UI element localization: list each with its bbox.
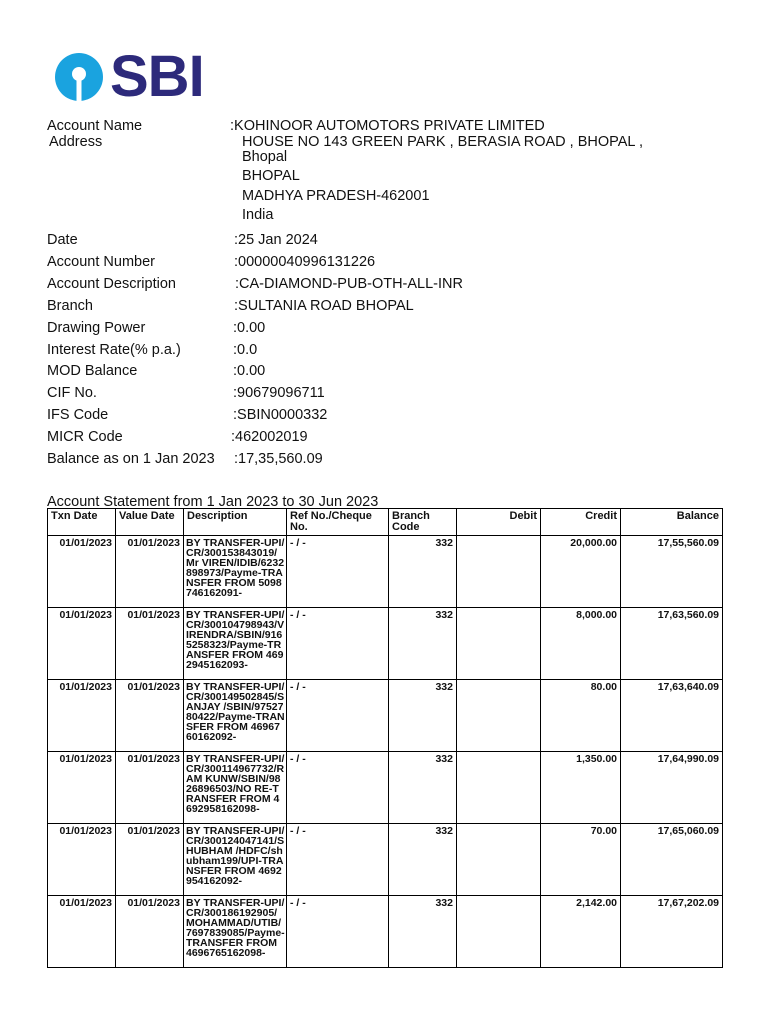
header-txn-date: Txn Date <box>48 509 116 536</box>
field-label: Account Number <box>47 254 155 270</box>
description-cell: BY TRANSFER-UPI/CR/300124047141/SHUBHAM /HDFC/shubham199/UPI-TRANSFER FROM 4692954162092- <box>184 824 287 896</box>
debit-cell <box>457 608 541 680</box>
ref-cell: - / - <box>287 608 389 680</box>
debit-cell <box>457 896 541 968</box>
field-label: CIF No. <box>47 385 97 401</box>
field-value: :0.00 <box>233 320 266 336</box>
field-label: IFS Code <box>47 407 109 423</box>
table-row <box>48 608 723 680</box>
header-description: Description <box>184 509 287 536</box>
field-label: MICR Code <box>47 429 123 445</box>
txn-date-cell: 01/01/2023 <box>48 680 116 752</box>
balance-cell: 17,63,640.09 <box>621 680 723 752</box>
table-row <box>48 680 723 752</box>
value-date-cell: 01/01/2023 <box>116 752 184 824</box>
description-cell: BY TRANSFER-UPI/CR/300153843019/Mr VIREN/IDIB/6232898973/Payme-TRANSFER FROM 5098746162091- <box>184 536 287 608</box>
credit-cell: 80.00 <box>541 680 621 752</box>
address-line-4: MADHYA PRADESH-462001 <box>242 188 430 204</box>
address-line-1: HOUSE NO 143 GREEN PARK , BERASIA ROAD , BHOPAL , <box>242 134 644 150</box>
table-row <box>48 536 723 608</box>
header-debit: Debit <box>457 509 541 536</box>
credit-cell: 8,000.00 <box>541 608 621 680</box>
txn-date-cell: 01/01/2023 <box>48 752 116 824</box>
table-row <box>48 896 723 968</box>
ref-cell: - / - <box>287 536 389 608</box>
balance-cell: 17,65,060.09 <box>621 824 723 896</box>
field-value: :0.00 <box>233 363 266 379</box>
balance-cell: 17,55,560.09 <box>621 536 723 608</box>
header-value-date: Value Date <box>116 509 184 536</box>
credit-cell: 1,350.00 <box>541 752 621 824</box>
statement-title: Account Statement from 1 Jan 2023 to 30 Jun 2023 <box>47 494 379 510</box>
txn-date-cell: 01/01/2023 <box>48 536 116 608</box>
bank-name: SBI <box>110 44 204 109</box>
field-value: :SBIN0000332 <box>233 407 328 423</box>
debit-cell <box>457 536 541 608</box>
field-label: MOD Balance <box>47 363 138 379</box>
branch-cell: 332 <box>389 896 457 968</box>
branch-cell: 332 <box>389 680 457 752</box>
header-balance: Balance <box>621 509 723 536</box>
description-cell: BY TRANSFER-UPI/CR/300149502845/SANJAY /SBIN/9752780422/Payme-TRANSFER FROM 4696760162092- <box>184 680 287 752</box>
header-ref-no: Ref No./Cheque No. <box>287 509 389 536</box>
field-label: Date <box>47 232 78 248</box>
value-date-cell: 01/01/2023 <box>116 608 184 680</box>
field-value: :0.0 <box>233 342 258 358</box>
header-branch-code: Branch Code <box>389 509 457 536</box>
field-label: Branch <box>47 298 93 314</box>
ref-cell: - / - <box>287 680 389 752</box>
field-label: Drawing Power <box>47 320 146 336</box>
credit-cell: 20,000.00 <box>541 536 621 608</box>
value-date-cell: 01/01/2023 <box>116 824 184 896</box>
value-date-cell: 01/01/2023 <box>116 896 184 968</box>
value-date-cell: 01/01/2023 <box>116 536 184 608</box>
field-value: :462002019 <box>231 429 308 445</box>
balance-cell: 17,63,560.09 <box>621 608 723 680</box>
credit-cell: 70.00 <box>541 824 621 896</box>
field-value: :17,35,560.09 <box>234 451 323 467</box>
ref-cell: - / - <box>287 896 389 968</box>
field-value: :25 Jan 2024 <box>234 232 318 248</box>
field-value: :CA-DIAMOND-PUB-OTH-ALL-INR <box>235 276 463 292</box>
table-header-row <box>48 509 723 536</box>
balance-cell: 17,67,202.09 <box>621 896 723 968</box>
credit-cell: 2,142.00 <box>541 896 621 968</box>
field-value: :90679096711 <box>233 385 325 401</box>
sbi-logo <box>54 44 204 109</box>
description-cell: BY TRANSFER-UPI/CR/300104798943/VIRENDRA/SBIN/9165258323/Payme-TRANSFER FROM 4692945162093- <box>184 608 287 680</box>
branch-cell: 332 <box>389 752 457 824</box>
field-label: Interest Rate(% p.a.) <box>47 342 181 358</box>
sbi-keyhole-logo-icon <box>54 52 104 102</box>
branch-cell: 332 <box>389 536 457 608</box>
description-cell: BY TRANSFER-UPI/CR/300186192905/MOHAMMAD/UTIB/7697839085/Payme-TRANSFER FROM 4696765162098- <box>184 896 287 968</box>
field-label: Balance as on 1 Jan 2023 <box>47 451 215 467</box>
address-label: Address <box>49 134 103 150</box>
value-date-cell: 01/01/2023 <box>116 680 184 752</box>
debit-cell <box>457 680 541 752</box>
field-value: :SULTANIA ROAD BHOPAL <box>234 298 414 314</box>
header-credit: Credit <box>541 509 621 536</box>
field-label: Account Description <box>47 276 176 292</box>
ref-cell: - / - <box>287 752 389 824</box>
address-line-5: India <box>242 207 274 223</box>
txn-date-cell: 01/01/2023 <box>48 824 116 896</box>
txn-date-cell: 01/01/2023 <box>48 608 116 680</box>
table-row <box>48 824 723 896</box>
ref-cell: - / - <box>287 824 389 896</box>
address-line-2: Bhopal <box>242 149 288 165</box>
branch-cell: 332 <box>389 824 457 896</box>
balance-cell: 17,64,990.09 <box>621 752 723 824</box>
table-row <box>48 752 723 824</box>
description-cell: BY TRANSFER-UPI/CR/300114967732/RAM KUNW/SBIN/9826896503/NO RE-TRANSFER FROM 4692958162098- <box>184 752 287 824</box>
txn-date-cell: 01/01/2023 <box>48 896 116 968</box>
address-line-3: BHOPAL <box>242 168 300 184</box>
debit-cell <box>457 752 541 824</box>
account-name-value: :KOHINOOR AUTOMOTORS PRIVATE LIMITED <box>230 118 545 134</box>
field-value: :00000040996131226 <box>234 254 376 270</box>
branch-cell: 332 <box>389 608 457 680</box>
account-name-label: Account Name <box>47 118 143 134</box>
debit-cell <box>457 824 541 896</box>
transactions-table <box>47 508 723 968</box>
